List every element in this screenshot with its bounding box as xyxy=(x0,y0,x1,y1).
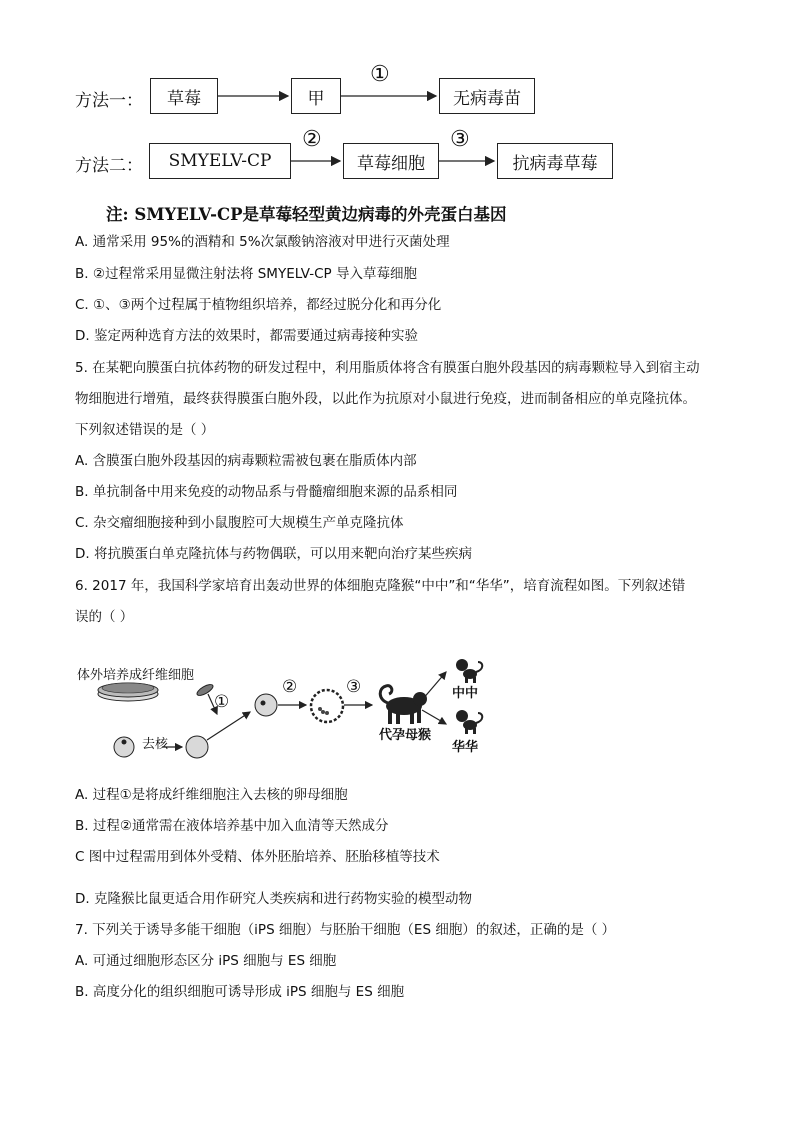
q6-stem-line1: 6. 2017 年，我国科学家培育出轰动世界的体细胞克隆猴“中中”和“华华”，培育流程如图。下列叙述错 xyxy=(75,578,686,594)
monkey-zhongzhong-label: 中中 xyxy=(452,686,479,701)
method2-box-resistant: 抗病毒草莓 xyxy=(497,143,613,179)
method2-step-2: ② xyxy=(302,127,322,152)
method2-box-gene: SMYELV-CP xyxy=(149,143,291,179)
method2-box-cells: 草莓细胞 xyxy=(343,143,439,179)
diagram-step-1: ① xyxy=(214,692,230,712)
q4-option-b: B. ②过程常采用显微注射法将 SMYELV-CP 导入草莓细胞 xyxy=(75,266,417,282)
flow-note: 注: SMYELV-CP是草莓轻型黄边病毒的外壳蛋白基因 xyxy=(106,205,507,224)
q7-option-b: B. 高度分化的组织细胞可诱导形成 iPS 细胞与 ES 细胞 xyxy=(75,984,405,1000)
diagram-step-2: ② xyxy=(282,677,298,697)
q5-stem-line1: 5. 在某靶向膜蛋白抗体药物的研发过程中，利用脂质体将含有膜蛋白胞外段基因的病毒颗粒导入到宿主动 xyxy=(75,360,700,376)
enucleated-oocyte-icon xyxy=(186,736,208,758)
method2-step-3: ③ xyxy=(450,127,470,152)
q6-option-d: D. 克隆猴比鼠更适合用作研究人类疾病和进行药物实验的模型动物 xyxy=(75,891,472,907)
enucleate-label: 去核 xyxy=(142,737,169,752)
q6-option-c: C 图中过程需用到体外受精、体外胚胎培养、胚胎移植等技术 xyxy=(75,849,440,865)
q5-option-c: C. 杂交瘤细胞接种到小鼠腹腔可大规模生产单克隆抗体 xyxy=(75,515,404,531)
q6-stem-line2: 误的（ ） xyxy=(75,609,134,625)
q5-option-d: D. 将抗膜蛋白单克隆抗体与药物偶联，可以用来靶向治疗某些疾病 xyxy=(75,546,472,562)
q4-option-a: A. 通常采用 95%的酒精和 5%次氯酸钠溶液对甲进行灭菌处理 xyxy=(75,234,450,250)
q7-option-a: A. 可通过细胞形态区分 iPS 细胞与 ES 细胞 xyxy=(75,953,337,969)
q6-option-a: A. 过程①是将成纤维细胞注入去核的卵母细胞 xyxy=(75,787,348,803)
method1-label: 方法一： xyxy=(75,91,143,111)
baby-monkey-huahua-icon xyxy=(456,710,482,734)
surrogate-monkey-icon xyxy=(380,686,427,724)
monkey-huahua-label: 华华 xyxy=(452,740,479,755)
q5-option-b: B. 单抗制备中用来免疫的动物品系与骨髓瘤细胞来源的品系相同 xyxy=(75,484,458,500)
surrogate-label: 代孕母猴 xyxy=(379,728,432,743)
blastocyst-icon xyxy=(311,690,343,722)
reconstructed-egg-icon xyxy=(255,694,277,716)
q5-stem-line2: 物细胞进行增殖，最终获得膜蛋白胞外段，以此作为抗原对小鼠进行免疫，进而制备相应的单克隆抗体。 xyxy=(75,391,696,407)
q4-option-c: C. ①、③两个过程属于植物组织培养，都经过脱分化和再分化 xyxy=(75,297,442,313)
culture-dish-icon xyxy=(98,683,158,701)
baby-monkey-zhongzhong-icon xyxy=(456,659,482,683)
method1-box-jia: 甲 xyxy=(291,78,341,114)
oocyte-icon xyxy=(114,737,134,757)
method1-box-virus-free: 无病毒苗 xyxy=(439,78,535,114)
fibroblast-cell-icon xyxy=(195,682,214,697)
method2-label: 方法二： xyxy=(75,156,143,176)
diagram-step-3: ③ xyxy=(346,677,362,697)
culture-label: 体外培养成纤维细胞 xyxy=(77,668,195,683)
q5-option-a: A. 含膜蛋白胞外段基因的病毒颗粒需被包裹在脂质体内部 xyxy=(75,453,417,469)
q6-option-b: B. 过程②通常需在液体培养基中加入血清等天然成分 xyxy=(75,818,389,834)
q7-stem: 7. 下列关于诱导多能干细胞（iPS 细胞）与胚胎干细胞（ES 细胞）的叙述，正确的是（ ） xyxy=(75,922,616,938)
q4-option-d: D. 鉴定两种选育方法的效果时，都需要通过病毒接种实验 xyxy=(75,328,418,344)
q5-stem-line3: 下列叙述错误的是（ ） xyxy=(75,422,215,438)
method1-step-1: ① xyxy=(370,62,390,87)
method1-box-strawberry: 草莓 xyxy=(150,78,218,114)
